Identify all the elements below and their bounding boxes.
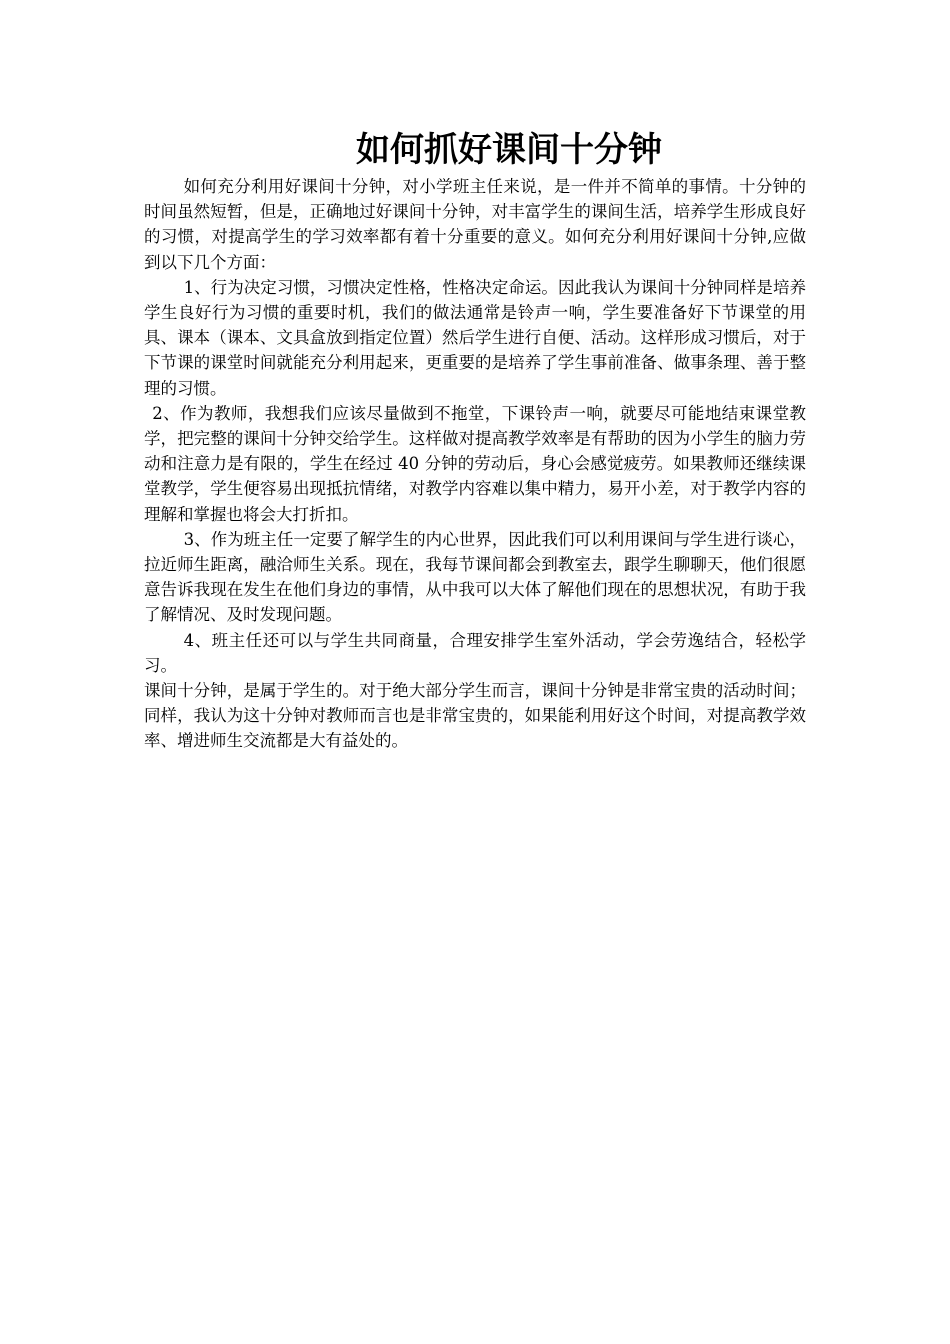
point-4-paragraph: 4、班主任还可以与学生共同商量，合理安排学生室外活动，学会劳逸结合，轻松学习。: [144, 630, 806, 675]
conclusion-paragraph: 课间十分钟，是属于学生的。对于绝大部分学生而言，课间十分钟是非常宝贵的活动时间；同样，我认为这十分钟对教师而言也是非常宝贵的，如果能利用好这个时间，对提高教学效率、增进师生交流都是大有益处的。: [144, 681, 806, 751]
point-3-paragraph: 3、作为班主任一定要了解学生的内心世界，因此我们可以利用课间与学生进行谈心，拉近师生距离，融洽师生关系。现在，我每节课间都会到教室去，跟学生聊聊天，他们很愿意告诉我现在发生在他们身边的事情，从中我可以大体了解他们现在的思想状况，有助于我了解情况、及时发现问题。: [144, 529, 806, 625]
point-2-paragraph: 2、作为教师，我想我们应该尽量做到不拖堂，下课铃声一响，就要尽可能地结束课堂教学，把完整的课间十分钟交给学生。这样做对提高教学效率是有帮助的因为小学生的脑力劳动和注意力是有限的，学生在经过 40 分钟的劳动后，身心会感觉疲劳。如果教师还继续课堂教学，学生便容易出现抵抗情绪，对教学内容难以集中精力，易开小差，对于教学内容的理解和掌握也将会大打折扣。: [144, 403, 806, 524]
intro-paragraph: 如何充分利用好课间十分钟，对小学班主任来说，是一件并不简单的事情。十分钟的时间虽然短暂，但是，正确地过好课间十分钟，对丰富学生的课间生活，培养学生形成良好的习惯，对提高学生的学习效率都有着十分重要的意义。如何充分利用好课间十分钟,应做到以下几个方面：: [144, 177, 806, 272]
document-title: 如何抓好课间十分钟: [356, 130, 662, 170]
document-body: [144, 174, 806, 754]
point-1-paragraph: 1、行为决定习惯，习惯决定性格，性格决定命运。因此我认为课间十分钟同样是培养学生良好行为习惯的重要时机，我们的做法通常是铃声一响，学生要准备好下节课堂的用具、课本（课本、文具盒放到指定位置）然后学生进行自便、活动。这样形成习惯后，对于下节课的课堂时间就能充分利用起来，更重要的是培养了学生事前准备、做事条理、善于整理的习惯。: [144, 277, 806, 398]
